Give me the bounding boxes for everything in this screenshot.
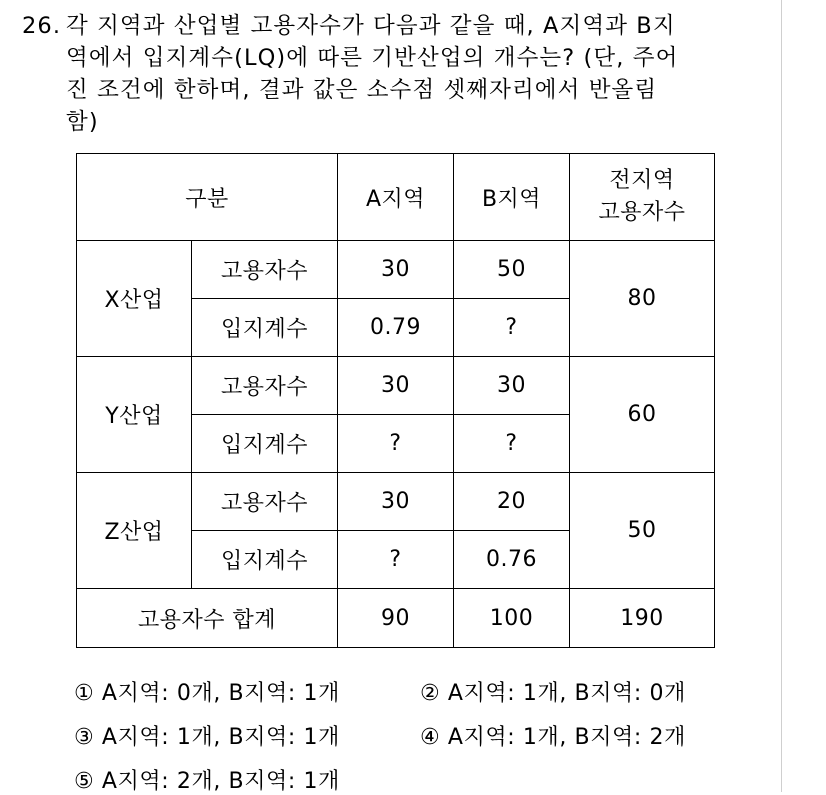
- cell-a-employment: 30: [338, 473, 454, 531]
- cell-total-employment: 80: [570, 241, 715, 357]
- lq-label: 입지계수: [192, 531, 338, 589]
- cell-b-lq: ?: [454, 415, 570, 473]
- cell-b-employment: 20: [454, 473, 570, 531]
- table-header-row: [77, 154, 715, 241]
- cell-a-employment: 30: [338, 357, 454, 415]
- cell-b-employment: 50: [454, 241, 570, 299]
- table-row: [77, 357, 715, 415]
- sum-a: 90: [338, 589, 454, 648]
- question-line: 진 조건에 한하며, 결과 값은 소수점 셋째자리에서 반올림: [66, 77, 658, 103]
- option-1[interactable]: ① A지역: 0개, B지역: 1개: [74, 681, 340, 706]
- sum-label: 고용자수 합계: [77, 589, 338, 648]
- location-quotient-table: [76, 153, 715, 648]
- cell-b-employment: 30: [454, 357, 570, 415]
- option-4[interactable]: ④ A지역: 1개, B지역: 2개: [420, 725, 686, 750]
- cell-total-employment: 60: [570, 357, 715, 473]
- option-2[interactable]: ② A지역: 1개, B지역: 0개: [420, 681, 686, 706]
- employment-label: 고용자수: [192, 473, 338, 531]
- header-total-line1: 전지역: [609, 168, 675, 193]
- table-row: [77, 473, 715, 531]
- header-region-b: B지역: [454, 154, 570, 241]
- sum-total: 190: [570, 589, 715, 648]
- header-region-a: A지역: [338, 154, 454, 241]
- question-line: 각 지역과 산업별 고용자수가 다음과 같을 때, A지역과 B지: [66, 13, 676, 39]
- cell-b-lq: ?: [454, 299, 570, 357]
- header-category: 구분: [77, 154, 338, 241]
- employment-label: 고용자수: [192, 357, 338, 415]
- employment-label: 고용자수: [192, 241, 338, 299]
- cell-a-employment: 30: [338, 241, 454, 299]
- header-total-employment: [570, 154, 715, 241]
- cell-total-employment: 50: [570, 473, 715, 589]
- option-3[interactable]: ③ A지역: 1개, B지역: 1개: [74, 725, 340, 750]
- industry-label: Z산업: [77, 473, 192, 589]
- question-line: 함): [66, 109, 99, 135]
- sum-b: 100: [454, 589, 570, 648]
- industry-label: Y산업: [77, 357, 192, 473]
- option-5[interactable]: ⑤ A지역: 2개, B지역: 1개: [74, 769, 340, 794]
- industry-label: X산업: [77, 241, 192, 357]
- lq-label: 입지계수: [192, 415, 338, 473]
- question-text: [66, 10, 766, 138]
- page-divider: [781, 0, 782, 792]
- cell-a-lq: ?: [338, 531, 454, 589]
- table-sum-row: [77, 589, 715, 648]
- cell-a-lq: ?: [338, 415, 454, 473]
- question-number: 26.: [22, 13, 62, 39]
- cell-a-lq: 0.79: [338, 299, 454, 357]
- question-line: 역에서 입지계수(LQ)에 따른 기반산업의 개수는? (단, 주어: [66, 45, 679, 71]
- table-row: [77, 241, 715, 299]
- header-total-line2: 고용자수: [598, 200, 686, 225]
- lq-label: 입지계수: [192, 299, 338, 357]
- cell-b-lq: 0.76: [454, 531, 570, 589]
